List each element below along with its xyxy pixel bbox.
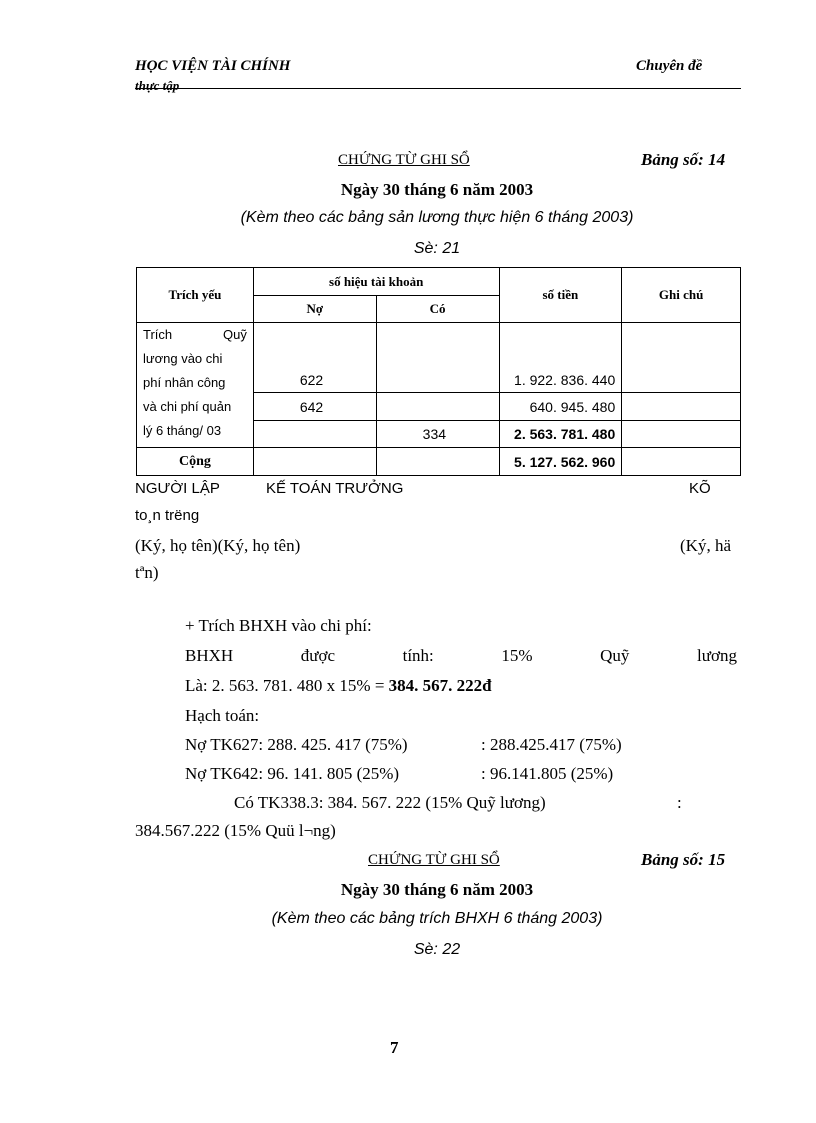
voucher1-date: Ngày 30 tháng 6 năm 2003 — [340, 180, 534, 199]
body-line3 — [185, 676, 492, 696]
body-line2 — [185, 646, 737, 666]
row2-credit — [376, 393, 499, 421]
body-line3-result: 384. 567. 222đ — [388, 676, 492, 695]
total-amount: 5. 127. 562. 960 — [499, 448, 622, 476]
body-line1: + Trích BHXH vào chi phí: — [185, 616, 372, 635]
col-header-account-no: số hiệu tài khoản — [253, 268, 499, 296]
sig-sign-3b: tªn) — [135, 563, 159, 582]
body-word: lương — [697, 646, 737, 665]
body-line6-a: Nợ TK642: 96. 141. 805 (25%) — [185, 764, 400, 783]
body-line4: Hạch toán: — [185, 706, 260, 725]
header-rule — [135, 88, 741, 89]
col-header-amount: số tiền — [499, 268, 622, 323]
row2-debit: 642 — [253, 393, 376, 421]
voucher1-number: Sè: 21 — [413, 240, 461, 257]
body-line6-b: : 96.141.805 (25%) — [481, 764, 614, 783]
row2-amount: 640. 945. 480 — [499, 393, 622, 421]
body-line7-a: Có TK338.3: 384. 567. 222 (15% Quỹ lương) — [234, 793, 546, 812]
col-header-debit: Nợ — [253, 296, 376, 323]
voucher1-table-no: Bảng số: 14 — [641, 150, 726, 169]
row1-debit: 622 — [253, 323, 376, 393]
row3-debit — [253, 421, 376, 448]
row3-note — [622, 421, 741, 448]
desc-line: lý 6 tháng/ 03 — [143, 423, 222, 438]
sig-third-b: to¸n trëng — [135, 507, 200, 524]
body-word: được — [300, 646, 336, 665]
total-label: Cộng — [137, 448, 254, 476]
voucher2-date: Ngày 30 tháng 6 năm 2003 — [340, 880, 534, 899]
row3-amount: 2. 563. 781. 480 — [499, 421, 622, 448]
body-word: BHXH — [185, 646, 234, 665]
row1-amount: 1. 922. 836. 440 — [499, 323, 622, 393]
voucher2-attachment: (Kèm theo các bảng trích BHXH 6 tháng 2003) — [271, 910, 603, 927]
body-word: Quỹ — [600, 646, 630, 665]
body-word: 15% — [501, 646, 533, 665]
sig-preparer: NGƯỜI LẬP — [135, 480, 220, 497]
desc-line: phí nhân công — [143, 375, 226, 390]
voucher1-title: CHỨNG TỪ GHI SỔ — [338, 152, 470, 168]
desc-word: Quỹ — [222, 327, 247, 342]
row2-note — [622, 393, 741, 421]
col-header-note: Ghi chú — [622, 268, 741, 323]
sig-third-a: KÕ — [689, 480, 711, 497]
total-debit — [253, 448, 376, 476]
header-institution: HỌC VIỆN TÀI CHÍNH — [135, 58, 291, 74]
voucher2-number: Sè: 22 — [413, 941, 461, 958]
sig-sign-3a: (Ký, hä — [680, 536, 731, 555]
total-credit — [376, 448, 499, 476]
desc-line: lương vào chi — [143, 351, 223, 366]
ledger-table — [136, 267, 741, 476]
total-note — [622, 448, 741, 476]
desc-word: Trích — [143, 327, 173, 342]
desc-line: và chi phí quản — [143, 399, 232, 414]
sig-chief-accountant: KẾ TOÁN TRƯỞNG — [266, 480, 404, 497]
body-line5-a: Nợ TK627: 288. 425. 417 (75%) — [185, 735, 408, 754]
voucher1-attachment: (Kèm theo các bảng sản lương thực hiện 6 tháng 2003) — [240, 209, 634, 226]
col-header-description: Trích yếu — [137, 268, 254, 323]
row1-note — [622, 323, 741, 393]
voucher2-title: CHỨNG TỪ GHI SỔ — [368, 852, 500, 868]
body-line5-b: : 288.425.417 (75%) — [481, 735, 622, 754]
row3-credit: 334 — [376, 421, 499, 448]
body-word: tính: — [402, 646, 434, 665]
body-line3-prefix: Là: 2. 563. 781. 480 x 15% = — [185, 676, 389, 695]
row1-credit — [376, 323, 499, 393]
header-doc-type-cont: thực tập — [135, 78, 180, 93]
body-line7-b: : — [677, 793, 682, 812]
row-description — [137, 323, 254, 448]
sig-sign-1: (Ký, họ tên)(Ký, họ tên) — [135, 536, 301, 555]
voucher2-table-no: Bảng số: 15 — [641, 850, 726, 869]
body-line8: 384.567.222 (15% Quü l¬ng) — [135, 821, 336, 840]
page-number: 7 — [390, 1038, 399, 1057]
header-doc-type: Chuyên đề — [636, 58, 703, 74]
col-header-credit: Có — [376, 296, 499, 323]
